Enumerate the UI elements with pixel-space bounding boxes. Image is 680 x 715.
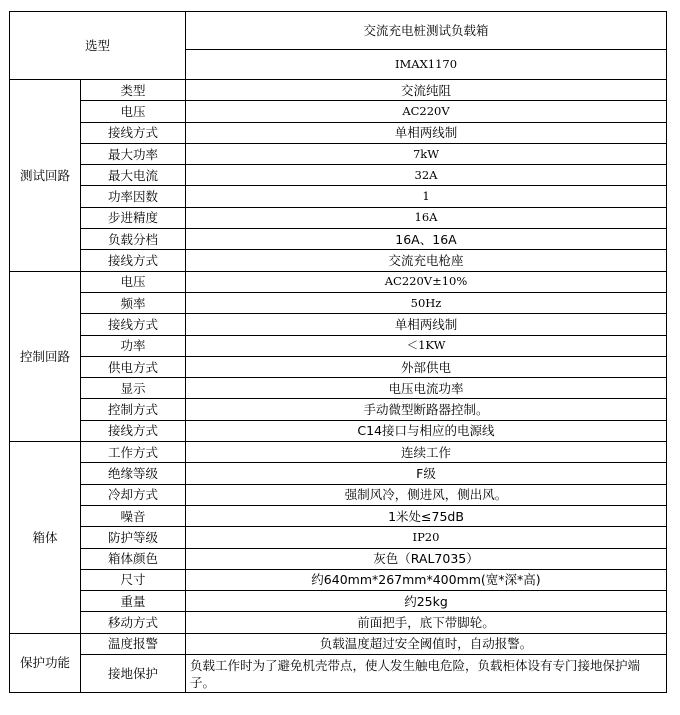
item-label: 接地保护	[81, 655, 186, 693]
item-value: F级	[186, 463, 667, 484]
item-value: 负载温度超过安全阈值时，自动报警。	[186, 633, 667, 654]
spec-row	[10, 186, 667, 207]
item-label: 供电方式	[81, 356, 186, 377]
spec-row	[10, 591, 667, 612]
spec-table-body	[10, 12, 667, 693]
item-label: 最大电流	[81, 165, 186, 186]
item-value: 灰色（RAL7035）	[186, 548, 667, 569]
item-value: 50Hz	[186, 292, 667, 313]
section-name: 控制回路	[10, 271, 81, 441]
spec-row	[10, 101, 667, 122]
spec-row	[10, 165, 667, 186]
section-name: 箱体	[10, 442, 81, 634]
item-label: 重量	[81, 591, 186, 612]
item-value: 连续工作	[186, 442, 667, 463]
item-label: 冷却方式	[81, 484, 186, 505]
spec-row	[10, 527, 667, 548]
item-label: 接线方式	[81, 250, 186, 271]
item-label: 工作方式	[81, 442, 186, 463]
section-name: 保护功能	[10, 633, 81, 692]
spec-row	[10, 463, 667, 484]
item-value: 单相两线制	[186, 122, 667, 143]
spec-row	[10, 80, 667, 101]
item-value: 1	[186, 186, 667, 207]
item-value: 前面把手，底下带脚轮。	[186, 612, 667, 633]
item-label: 频率	[81, 292, 186, 313]
section-name: 测试回路	[10, 80, 81, 272]
item-label: 防护等级	[81, 527, 186, 548]
spec-row	[10, 655, 667, 693]
item-label: 类型	[81, 80, 186, 101]
spec-row	[10, 378, 667, 399]
item-label: 尺寸	[81, 569, 186, 590]
spec-row	[10, 356, 667, 377]
item-value: ＜1KW	[186, 335, 667, 356]
spec-row	[10, 335, 667, 356]
spec-row	[10, 442, 667, 463]
item-value: C14接口与相应的电源线	[186, 420, 667, 441]
spec-row	[10, 484, 667, 505]
spec-row	[10, 250, 667, 271]
item-value: 外部供电	[186, 356, 667, 377]
spec-row	[10, 122, 667, 143]
spec-row	[10, 143, 667, 164]
item-label: 接线方式	[81, 122, 186, 143]
item-label: 功率因数	[81, 186, 186, 207]
spec-row	[10, 207, 667, 228]
spec-row	[10, 314, 667, 335]
item-label: 功率	[81, 335, 186, 356]
item-value: 交流充电枪座	[186, 250, 667, 271]
item-label: 接线方式	[81, 420, 186, 441]
item-label: 噪音	[81, 505, 186, 526]
selection-label: 选型	[10, 12, 186, 80]
item-label: 负载分档	[81, 229, 186, 250]
spec-row	[10, 612, 667, 633]
item-value: 16A	[186, 207, 667, 228]
item-label: 最大功率	[81, 143, 186, 164]
spec-row	[10, 505, 667, 526]
product-name: 交流充电桩测试负载箱	[186, 12, 667, 50]
item-label: 电压	[81, 271, 186, 292]
item-value: 单相两线制	[186, 314, 667, 335]
spec-row	[10, 548, 667, 569]
item-label: 温度报警	[81, 633, 186, 654]
header-row-product	[10, 12, 667, 50]
spec-table	[9, 11, 667, 693]
item-value: 电压电流功率	[186, 378, 667, 399]
item-value: 1米处≤75dB	[186, 505, 667, 526]
item-label: 控制方式	[81, 399, 186, 420]
spec-row	[10, 569, 667, 590]
item-label: 绝缘等级	[81, 463, 186, 484]
item-label: 步进精度	[81, 207, 186, 228]
item-value: 强制风冷，侧进风，侧出风。	[186, 484, 667, 505]
item-value: 32A	[186, 165, 667, 186]
item-value: 负载工作时为了避免机壳带点，使人发生触电危险，负载柜体设有专门接地保护端子。	[186, 655, 667, 693]
item-value: 7kW	[186, 143, 667, 164]
spec-row	[10, 229, 667, 250]
item-value: 约25kg	[186, 591, 667, 612]
spec-row	[10, 292, 667, 313]
item-label: 显示	[81, 378, 186, 399]
item-label: 电压	[81, 101, 186, 122]
item-label: 移动方式	[81, 612, 186, 633]
spec-row	[10, 271, 667, 292]
item-value: 16A、16A	[186, 229, 667, 250]
item-value: IP20	[186, 527, 667, 548]
model-number: IMAX1170	[186, 50, 667, 80]
item-label: 箱体颜色	[81, 548, 186, 569]
spec-row	[10, 633, 667, 654]
spec-row	[10, 420, 667, 441]
item-value: AC220V±10%	[186, 271, 667, 292]
item-value: 约640mm*267mm*400mm(宽*深*高)	[186, 569, 667, 590]
item-label: 接线方式	[81, 314, 186, 335]
item-value: 手动微型断路器控制。	[186, 399, 667, 420]
item-value: AC220V	[186, 101, 667, 122]
item-value: 交流纯阻	[186, 80, 667, 101]
spec-row	[10, 399, 667, 420]
